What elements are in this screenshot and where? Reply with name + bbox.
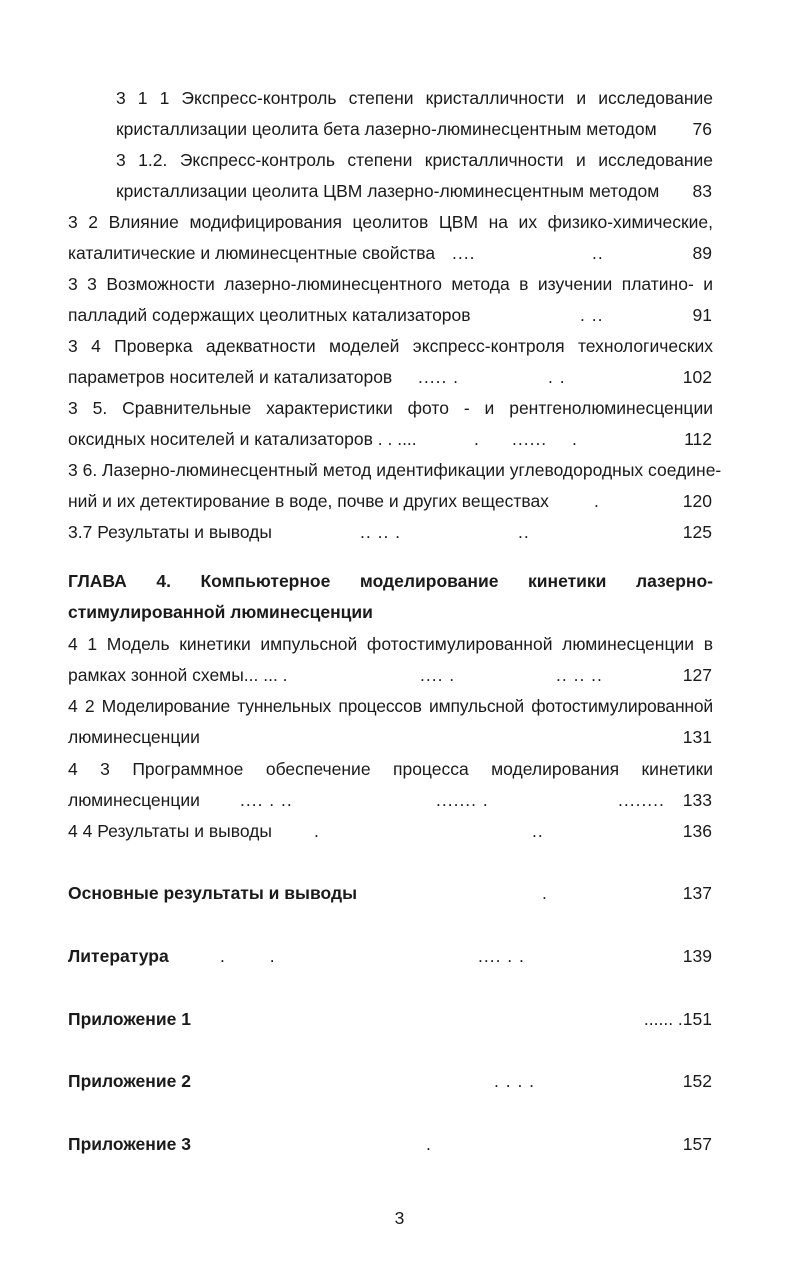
- toc-entry: [0, 238, 799, 269]
- toc-entry-text: Приложение 1: [68, 1009, 191, 1029]
- toc-entry: [0, 691, 799, 722]
- toc-entry: [0, 754, 799, 785]
- toc-entry-text: 4 1 Модель кинетики импульсной фотостимулированной люминесценции в: [68, 634, 713, 654]
- toc-entry-text: кристаллизации цеолита бета лазерно-люминесцентным методом: [116, 119, 657, 139]
- toc-entry: [0, 517, 799, 548]
- toc-entry-text: 3.7 Результаты и выводы: [68, 522, 272, 542]
- toc-leader: ..: [532, 821, 544, 841]
- toc-entry-text: каталитические и люминесцентные свойства: [68, 243, 436, 263]
- toc-entry-text: 3 3 Возможности лазерно-люминесцентного метода в изучении платино- и: [68, 274, 713, 294]
- toc-entry-text: оксидных носителей и катализаторов . . ....: [68, 429, 417, 449]
- toc-entry: [0, 207, 799, 238]
- chapter-heading-text: стимулированной люминесценции: [68, 602, 373, 622]
- toc-entry: [0, 424, 799, 455]
- toc-entry: [0, 269, 799, 300]
- toc-entry-text: палладий содержащих цеолитных катализаторов: [68, 305, 471, 325]
- toc-page-number: 112: [684, 429, 712, 449]
- toc-page-number: 139: [682, 946, 712, 966]
- toc-leader: .. .. ..: [556, 665, 603, 685]
- toc-page-number: 89: [692, 243, 712, 263]
- toc-entry-text: 4 2 Моделирование туннельных процессов импульсной фотостимулированной: [68, 696, 713, 716]
- toc-page-number: 91: [692, 305, 712, 325]
- toc-entry: [0, 722, 799, 753]
- chapter-heading-text: ГЛАВА 4. Компьютерное моделирование кинетики лазерно-: [68, 571, 713, 591]
- toc-leader: ....: [452, 243, 476, 263]
- toc-page-number: 83: [692, 181, 712, 201]
- toc-entry: [0, 114, 799, 145]
- toc-page-number: 127: [682, 665, 712, 685]
- toc-page-number: 152: [682, 1071, 712, 1091]
- toc-leader: .... . .: [478, 946, 525, 966]
- toc-entry-text: 3 5. Сравнительные характеристики фото - и рентгенолюминесценции: [68, 398, 713, 418]
- toc-entry-text: люминесценции: [68, 790, 200, 810]
- toc-leader: ......: [512, 429, 548, 449]
- toc-page-number: 133: [682, 790, 712, 810]
- toc-entry: [0, 1066, 799, 1097]
- toc-leader: .: [474, 429, 480, 449]
- toc-entry-text: Литература: [68, 946, 169, 966]
- toc-page-number: 120: [682, 491, 712, 511]
- toc-page-number: 76: [692, 119, 712, 139]
- toc-entry: [0, 1004, 799, 1035]
- toc-leader: ........: [618, 790, 665, 810]
- toc-entry: [0, 486, 799, 517]
- toc-entry-text: Основные результаты и выводы: [68, 883, 358, 903]
- toc-entry: [0, 83, 799, 114]
- toc-entry-text: 3 4 Проверка адекватности моделей экспресс-контроля технологических: [68, 336, 713, 356]
- toc-page-number: 157: [682, 1134, 712, 1154]
- toc-entry: [0, 176, 799, 207]
- toc-entry-text: параметров носителей и катализаторов: [68, 367, 393, 387]
- toc-page-number: 125: [682, 522, 712, 542]
- toc-entry-text: 3 2 Влияние модифицирования цеолитов ЦВМ на их физико-химические,: [68, 212, 713, 232]
- toc-leader: .: [426, 1134, 432, 1154]
- toc-entry-text: рамках зонной схемы... ... .: [68, 665, 288, 685]
- toc-page-number: 131: [682, 727, 712, 747]
- toc-entry: [0, 816, 799, 847]
- toc-entry: [0, 660, 799, 691]
- toc-entry: [0, 629, 799, 660]
- toc-entry: [0, 785, 799, 816]
- toc-leader: ....... .: [436, 790, 489, 810]
- toc-page-number: 136: [682, 821, 712, 841]
- toc-page-number: ...... .151: [643, 1009, 712, 1029]
- toc-leader: .... . ..: [240, 790, 293, 810]
- toc-entry: [0, 878, 799, 909]
- toc-leader: .: [542, 883, 548, 903]
- toc-leader: .: [314, 821, 320, 841]
- toc-page-number: 102: [682, 367, 712, 387]
- toc-leader: . . . .: [494, 1071, 536, 1091]
- toc-entry-text: Приложение 3: [68, 1134, 191, 1154]
- toc-entry-text: ний и их детектирование в воде, почве и других веществах: [68, 491, 549, 511]
- toc-entry-text: 4 3 Программное обеспечение процесса моделирования кинетики: [68, 759, 713, 779]
- toc-entry: [0, 362, 799, 393]
- toc-leader: ..: [518, 522, 530, 542]
- toc-entry-text: 4 4 Результаты и выводы: [68, 821, 272, 841]
- toc-leader: ..: [592, 243, 604, 263]
- toc-entry-text: кристаллизации цеолита ЦВМ лазерно-люминесцентным методом: [116, 181, 660, 201]
- chapter-heading: [0, 597, 799, 628]
- toc-entry-text: 3 1.2. Экспресс-контроль степени кристалличности и исследование: [116, 150, 713, 170]
- toc-entry: [0, 331, 799, 362]
- toc-leader: . .: [220, 946, 295, 966]
- toc-leader: ..... .: [418, 367, 460, 387]
- toc-entry: [0, 941, 799, 972]
- toc-entry: [0, 1129, 799, 1160]
- toc-entry-text: Приложение 2: [68, 1071, 191, 1091]
- page-number: 3: [394, 1208, 405, 1228]
- toc-leader: .... .: [420, 665, 456, 685]
- toc-leader: . ..: [580, 305, 604, 325]
- toc-leader: .: [594, 491, 600, 511]
- toc-entry-text: люминесценции: [68, 727, 200, 747]
- toc-entry-text: 3 1 1 Экспресс-контроль степени кристалличности и исследование: [116, 88, 713, 108]
- toc-entry: [0, 393, 799, 424]
- toc-leader: . .: [548, 367, 566, 387]
- toc-page-number: 137: [682, 883, 712, 903]
- toc-entry: [0, 300, 799, 331]
- toc-entry: [0, 145, 799, 176]
- chapter-heading: [0, 566, 799, 597]
- toc-entry: [0, 455, 799, 486]
- toc-leader: .: [572, 429, 578, 449]
- toc-leader: .. .. .: [360, 522, 402, 542]
- toc-entry-text: 3 6. Лазерно-люминесцентный метод идентификации углеводородных соедине-: [68, 460, 722, 480]
